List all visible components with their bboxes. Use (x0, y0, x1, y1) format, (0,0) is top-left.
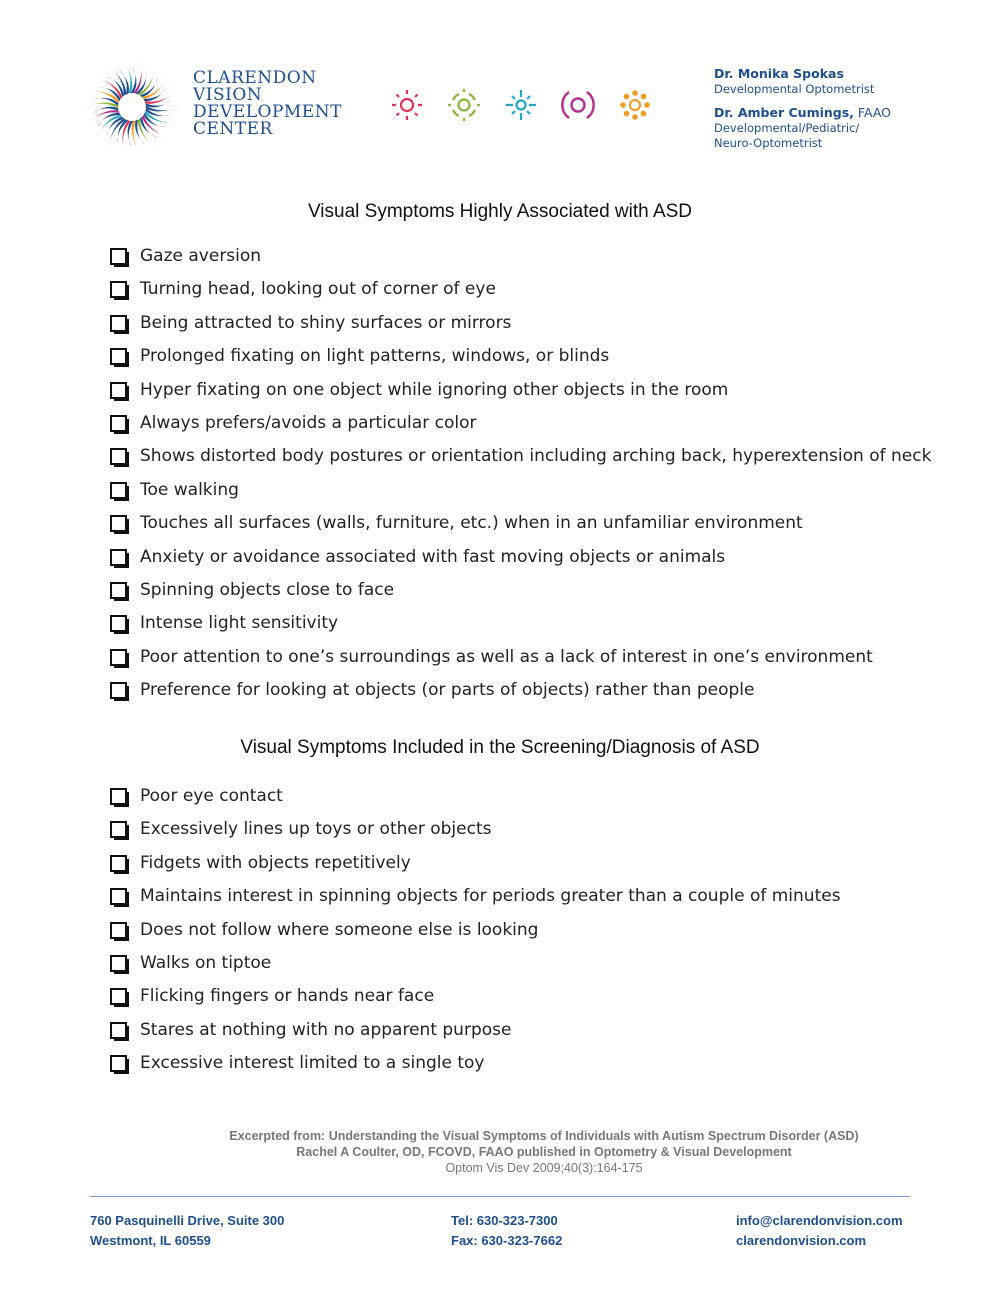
address-line: 760 Pasquinelli Drive, Suite 300 (90, 1213, 285, 1228)
telephone: Tel: 630-323-7300 (451, 1213, 558, 1228)
doctor-name: Dr. Amber Cumings, FAAO (714, 105, 892, 120)
checkbox[interactable] (110, 448, 127, 465)
doctor-role: Developmental Optometrist (714, 82, 875, 96)
checkbox[interactable] (110, 549, 127, 566)
checklist-item-label: Spinning objects close to face (140, 579, 395, 600)
checkbox[interactable] (110, 988, 127, 1005)
logo-line: VISION (193, 85, 263, 105)
checklist-item-label: Maintains interest in spinning objects for periods greater than a couple of minutes (140, 886, 841, 907)
checkbox[interactable] (110, 788, 127, 805)
website-link[interactable]: clarendonvision.com (736, 1233, 867, 1248)
letterhead (0, 0, 1000, 170)
checklist-item-label: Excessive interest limited to a single toy (140, 1053, 485, 1074)
checklist-item-label: Walks on tiptoe (140, 952, 272, 973)
checklist-item-label: Fidgets with objects repetitively (140, 852, 411, 873)
checklist-item-label: Touches all surfaces (walls, furniture, etc.) when in an unfamiliar environment (140, 513, 803, 534)
checkbox[interactable] (110, 855, 127, 872)
email-link[interactable]: info@clarendonvision.com (736, 1213, 903, 1228)
checkbox[interactable] (110, 682, 127, 699)
checklist-item-label: Prolonged fixating on light patterns, windows, or blinds (140, 346, 610, 367)
checkbox[interactable] (110, 248, 127, 265)
checkbox[interactable] (110, 888, 127, 905)
sun-icon (388, 86, 426, 124)
checklist-item-label: Shows distorted body postures or orientation including arching back, hyperextension of neck (140, 446, 932, 467)
checkbox[interactable] (110, 615, 127, 632)
checkbox[interactable] (110, 955, 127, 972)
doctor-credits (714, 66, 891, 151)
checkbox[interactable] (110, 281, 127, 298)
address-line: Westmont, IL 60559 (90, 1233, 211, 1248)
checklist-item-label: Toe walking (140, 479, 239, 500)
checkbox[interactable] (110, 1022, 127, 1039)
checkbox[interactable] (110, 415, 127, 432)
logo-line: CLARENDON (193, 68, 317, 88)
doctor-role: Developmental/Pediatric/ (714, 121, 860, 135)
logo-line: CENTER (193, 119, 273, 139)
checkbox[interactable] (110, 315, 127, 332)
checklist-item-label: Does not follow where someone else is looking (140, 919, 539, 940)
logo-wordmark (193, 70, 342, 138)
checklist-item-label: Always prefers/avoids a particular color (140, 412, 477, 433)
citation-reference: Optom Vis Dev 2009;40(3):164-175 (445, 1161, 643, 1175)
checkbox[interactable] (110, 482, 127, 499)
checkbox[interactable] (110, 649, 127, 666)
checklist-item-label: Intense light sensitivity (140, 613, 339, 634)
checklist-item-label: Being attracted to shiny surfaces or mirrors (140, 312, 512, 333)
decorative-icons-row (388, 86, 658, 126)
checkbox[interactable] (110, 821, 127, 838)
checklist-item-label: Poor attention to one’s surroundings as well as a lack of interest in one’s environment (140, 646, 873, 667)
checklist-item-label: Excessively lines up toys or other objects (140, 819, 492, 840)
checklist-item-label: Flicking fingers or hands near face (140, 986, 435, 1007)
checkbox[interactable] (110, 348, 127, 365)
section-title: Visual Symptoms Highly Associated with ASD (307, 201, 693, 222)
footer-address (90, 1211, 284, 1251)
footer-phone (451, 1211, 562, 1251)
checkbox[interactable] (110, 382, 127, 399)
checkbox[interactable] (110, 1055, 127, 1072)
checkbox[interactable] (110, 922, 127, 939)
checklist-item-label: Preference for looking at objects (or parts of objects) rather than people (140, 680, 755, 701)
checklist-item-label: Hyper fixating on one object while ignoring other objects in the room (140, 379, 729, 400)
checklist-item-label: Stares at nothing with no apparent purpose (140, 1019, 512, 1040)
doctor-role: Neuro-Optometrist (714, 136, 823, 150)
eye-icon (559, 86, 597, 124)
doctor-block (714, 66, 891, 97)
checklist-item-label: Gaze aversion (140, 246, 262, 266)
checkbox[interactable] (110, 582, 127, 599)
starburst-logo-icon (82, 57, 182, 157)
section-title: Visual Symptoms Included in the Screening/Diagnosis of ASD (240, 737, 760, 758)
sun-icon (502, 86, 540, 124)
sun-icon (445, 86, 483, 124)
sun-icon (616, 86, 654, 124)
citation (0, 1128, 1000, 1176)
checklist-item-label: Poor eye contact (140, 786, 283, 806)
doctor-block (714, 105, 891, 151)
checklist-item-label: Anxiety or avoidance associated with fast moving objects or animals (140, 546, 726, 567)
checkbox[interactable] (110, 515, 127, 532)
citation-source: Excerpted from: Understanding the Visual Symptoms of Individuals with Autism Spectrum Disorder (ASD) (229, 1129, 859, 1143)
doctor-name: Dr. Monika Spokas (714, 66, 844, 81)
logo-line: DEVELOPMENT (193, 102, 342, 122)
fax: Fax: 630-323-7662 (451, 1233, 563, 1248)
footer-divider (90, 1196, 910, 1197)
footer-contact (736, 1211, 903, 1251)
checklist-item-label: Turning head, looking out of corner of eye (140, 279, 496, 300)
citation-author: Rachel A Coulter, OD, FCOVD, FAAO published in Optometry & Visual Development (296, 1145, 792, 1159)
